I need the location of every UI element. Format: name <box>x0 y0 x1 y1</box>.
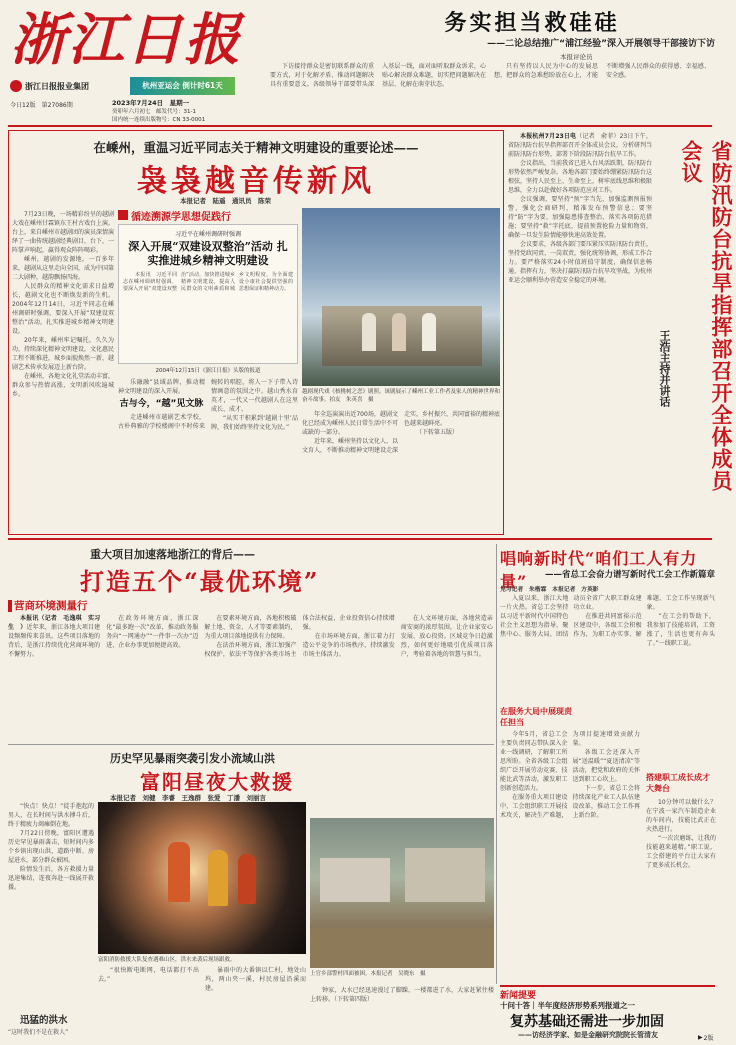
top-story-subtitle[interactable]: ——二论总结推广“浦江经验”深入开展领导干部接访下访 <box>487 39 715 49</box>
lead-section-head: 古与今，“越”见文脉 <box>119 399 204 409</box>
lead-byline: 本报记者 陆遥 通讯员 陈荣 <box>180 197 271 205</box>
flood-meeting-title[interactable]: 省防汛防台抗旱指挥部召开全体成员会议 <box>679 140 734 492</box>
news-watch-title[interactable]: 复苏基础还需进一步加固 <box>510 1014 664 1030</box>
lead-body-left: 7月23日晚，一场精彩纷呈的越剧大戏在嵊州甘霖镇东王村古戏台上演。台上，来自嵊州市越剧团的演员深情演绎了一曲传统越剧经典剧目，台下，一阵掌声响起，赢得观众阵阵喝彩。 嵊州，越剧的发源地。一百多年来，越剧从这里走向全国，成为中国第二大剧种，越韵飘扬四海。 人民群众的精神文化需求日益增长，越剧文化也不断焕发新的生机。2004年12月14日，习近平同志在嵊州调研时强调，要深入开展“双建设双整治”活动，扎实推进城乡精神文明建设。 20年来，嵊州牢记嘱托，久久为功，持续深化精神文明建设，文化惠民工程不断推进，城乡面貌焕然一新，越剧艺术传承发展迈上新台阶。 在嵊州，各地文化礼堂活动丰富，群众参与热情高涨，文明新风吹遍城乡。 <box>12 211 115 398</box>
flood-meeting-body: 本报杭州7月23日电（记者 俞菲）23日下午，省防汛防台抗旱指挥部召开全体成员会议，分析研判当前防汛防台形势，部署下阶段防汛防台抗旱工作。 会议指出，当前我省已进入台风活跃期，防汛防台形势依然严峻复杂。各地各部门要始终绷紧防汛防台这根弦，坚持人民至上、生命至上，树牢底线思维和极限思维，全力以赴做好各项防范应对工作。 会议强调，要坚持“预”字当先，加强监测预报预警，强化会商研判，精准发布预警信息；要坚持“防”字为要，加强隐患排查整治，落实各项防范措施；要坚持“救”字托底，提前预置抢险力量和物资，确保一旦发生险情能够快速高效处置。 会议要求，各级各部门要压紧压实防汛防台责任，坚持党政同责、一岗双责，强化统筹协调，形成工作合力。要严格落实24小时值班值守制度，确保信息畅通、指挥有力，坚决打赢防汛防台抗旱攻坚战，为杭州亚运会顺利举办营造安全稳定的环境。 <box>508 133 653 284</box>
tag-block-icon <box>118 210 128 220</box>
arrow-right-icon: ▶ <box>698 1034 703 1041</box>
lunar-date: 癸卯年六月初七 邮发代号：31-1 <box>112 109 196 115</box>
env-kicker[interactable]: 重大项目加速落地浙江的背后—— <box>90 548 255 561</box>
rescue-photo-caption: 富阳消防救援大队复查遇难山区，洪水来袭后现场跟救。 <box>98 957 236 963</box>
rescue-photo-village[interactable] <box>310 818 494 968</box>
date-block: 2023年7月24日 星期一 <box>112 99 190 107</box>
lead-title[interactable]: 袅袅越音传新风 <box>137 164 375 199</box>
rescue-body-2: “很快断电断网，电话都打不出去。” 暴雨中的大番镇以仁村，地处山坞，两山夹一溪，村民房屋沿溪而建。 <box>98 967 306 992</box>
rescue-subhead: 迅猛的洪水 <box>20 1015 68 1026</box>
page-ref-link[interactable]: ▶ 2版 <box>698 1034 714 1042</box>
lead-body-right: 年全巡演演出近700场，越剧文化已经成为嵊州人民日常生活中不可或缺的一部分。 近年来，嵊州坚持以文化人、以文育人，不断推动精神文明建设走深走实，乡村振兴、共同富裕的精神底色越来越鲜亮。 （下转第五版） <box>302 411 501 454</box>
env-body: 本报讯（记者 毛逸琪 实习生 ）近年来，浙江各地大项目建设频频传来喜讯。这些项目落地的背后，是浙江持续优化营商环境的不懈努力。 在政务环境方面，浙江深化“最多跑一次”改革，推动政务服务向“一网通办”“一件事一次办”迈进，企业办事更加便捷高效。 在要素环境方面，各地积极破解土地、资金、人才等要素制约，为重大项目落地提供有力保障。 在法治环境方面，浙江加强产权保护，依法平等保护各类市场主体合法权益，企业投资信心持续增强。 在市场环境方面，浙江着力打造公平竞争的市场秩序，持续激发市场主体活力。 在人文环境方面，各地营造亲商安商的浓厚氛围，让企业家安心发展、放心投资。区域竞争日趋激烈，如何更好地吸引优质项目落户，考验着各地的智慧与担当。 <box>8 615 493 658</box>
top-story-title[interactable]: 务实担当救硅硅 <box>444 10 620 36</box>
mid-divider <box>8 538 712 540</box>
rescue-byline: 本报记者 刘健 李睿 王逸群 张爱 丁潘 刘丽言 <box>110 794 266 802</box>
union-subhead-1: 在服务大局中展现责任担当 <box>500 706 572 727</box>
top-story-body: 下访接待群众是密切联系群众的重要方式，对于化解矛盾、推动问题解决具有重要意义。各级领导干部要带头深入基层一线，面对面听取群众诉求，心贴心解决群众难题，切实把问题解决在基层、化解在萌芽状态。 只有坚持以人民为中心的发展思想，把群众的急难愁盼放在心上，才能不断增强人民群众的获得感、幸福感、安全感。 <box>270 63 710 88</box>
union-body: 入夏以来，浙江大地一片火热。省总工会坚持以习近平新时代中国特色社会主义思想为指导，聚焦中心、服务大局，团结动员全省广大职工群众建功立业。 在推进共同富裕示范区建设中，各级工会积极作为，为职工办实事、解难题，工会工作呈现新气象。 “在工会的帮助下，我参加了技能培训，工资涨了，生活也更有奔头了。”一线职工说。 <box>500 595 715 647</box>
asian-games-banner[interactable]: 杭州亚运会 倒计时61天 <box>130 77 235 95</box>
bar-icon <box>8 600 12 612</box>
masthead-divider <box>8 125 712 127</box>
col-divider-mid <box>496 544 497 984</box>
union-body-2: 今年5月，省总工会主要负责同志带队深入企业一线调研，了解职工所思所盼。全省各级工会组织广泛开展劳动竞赛、技能比武等活动，激发职工创新创造活力。 在服务重大项目建设中，工会组织职工开展技术攻关，解决生产难题，为项目提速增效贡献力量。 各级工会还深入开展“送温暖”“夏送清凉”等活动，把党和政府的关怀送到职工心坎上。 下一步，省总工会将持续深化产业工人队伍建设改革，推动工会工作再上新台阶。 <box>500 731 640 819</box>
village-photo-caption: 上官乡部警村四面被困。本报记者 吴晓东 摄 <box>310 971 426 977</box>
column-tag[interactable]: 循迹溯源学思想促践行 <box>118 208 298 222</box>
rescue-body: “快点！快点！”徒手抱起的男人，在长时间与洪水搏斗后，终于精疲力竭瘫倒在地。 7月22日傍晚，富阳区遭遇历史罕见暴雨袭击，短时间内多个乡镇出现山洪，道路中断、房屋进水，部分群众被困。 险情发生后，各方救援力量迅速集结，连夜奔赴一线展开救援。 <box>8 803 94 891</box>
rescue-title[interactable]: 富阳昼夜大救援 <box>140 770 294 794</box>
rescue-body-3: 钟家，大水已经迅速漫过了脚踝，一楼都进了水，大家赶紧往楼上转移。（下转第四版） <box>310 987 494 1003</box>
group-logo-icon <box>10 80 22 92</box>
business-column-tag[interactable]: 营商环境测量行 <box>8 598 88 613</box>
news-watch-kicker[interactable]: 十问十答｜半年度经济形势系列报道之一 <box>500 1001 635 1010</box>
news-watch-divider <box>500 985 715 987</box>
rescue-kicker[interactable]: 历史罕见暴雨突袭引发小流域山洪 <box>110 752 275 765</box>
sub-brand: 浙江日报报业集团 <box>10 80 89 92</box>
env-bottom-divider <box>8 744 494 745</box>
news-watch-label: 新闻提要 <box>500 991 537 1001</box>
top-story-byline: 本报评论员 <box>560 53 593 61</box>
opera-photo[interactable] <box>302 208 500 386</box>
issn-code: 国内统一连续出版物号：CN 33-0001 <box>112 117 206 123</box>
clipping-caption: 2004年12月15日《浙江日报》头版的报道 <box>155 368 261 374</box>
opera-photo-caption: 越剧现代戏《核桃树之恋》剧照。该剧展示了嵊州工业工作者及家人的精神世界和奋斗故事。拍友 朱英喜 摄 <box>302 389 501 403</box>
rescue-quote: “这时我们不是在救人” <box>8 1029 69 1036</box>
edition-info: 今日12版 第27086期 <box>10 102 73 109</box>
flood-meeting-subtitle[interactable]: 王浩主持并讲话 <box>658 330 671 407</box>
union-subtitle[interactable]: ——省总工会奋力谱写新时代工会工作新篇章 <box>544 570 715 580</box>
union-title[interactable]: 唱响新时代“咱们工人有力量” <box>500 549 698 591</box>
env-title[interactable]: 打造五个“最优环境” <box>80 567 320 596</box>
lead-kicker[interactable]: 在嵊州，重温习近平同志关于精神文明建设的重要论述—— <box>93 140 419 155</box>
rescue-photo-firefighters[interactable] <box>98 802 306 954</box>
archive-clipping[interactable]: 习近平在嵊州调研时强调 深入开展“双建设双整治”活动 扎实推进城乡精神文明建设 本报讯 习近平同志在嵊州调研时强调，要深入开展“双建设双整治”活动，加快推进城乡精神文明建设，提高人民群众的文明素质和城乡文明程度，为全面建设小康社会提供坚强的思想保证和精神动力。 <box>118 224 298 364</box>
news-watch-subtitle[interactable]: ——访经济学家、如是金融研究院院长管清友 <box>518 1031 658 1039</box>
union-subhead-2: 搭建职工成长成才大舞台 <box>646 772 710 793</box>
lead-body-mid: 乐融融”县域品牌，推动精神文明建设的深入开展。 古与今，“越”见文脉 走进嵊州市越剧艺术学校，古朴典雅的学校楼阁中不时传来婉转的唱腔，将人一下子带入诗情画意的氛围之中。越山秀水育英才，一代又一代越剧人在这里成长、成才。 “从实干积累到‘越剧十里’品牌，我们始终坚持文化为民。” <box>118 379 298 431</box>
union-body-3: 10分钟可以做什么？在宁波一家汽车制造企业的车间内，技能比武正在火热进行。 “一次次磨练，让我的技能越来越精。”职工说，工会搭建的平台让大家有了更多成长机会。 <box>646 799 716 869</box>
union-byline: 见习记者 朱楷霖 本报记者 方英影 <box>500 587 599 593</box>
masthead-logo[interactable]: 浙江日报 <box>10 7 242 73</box>
